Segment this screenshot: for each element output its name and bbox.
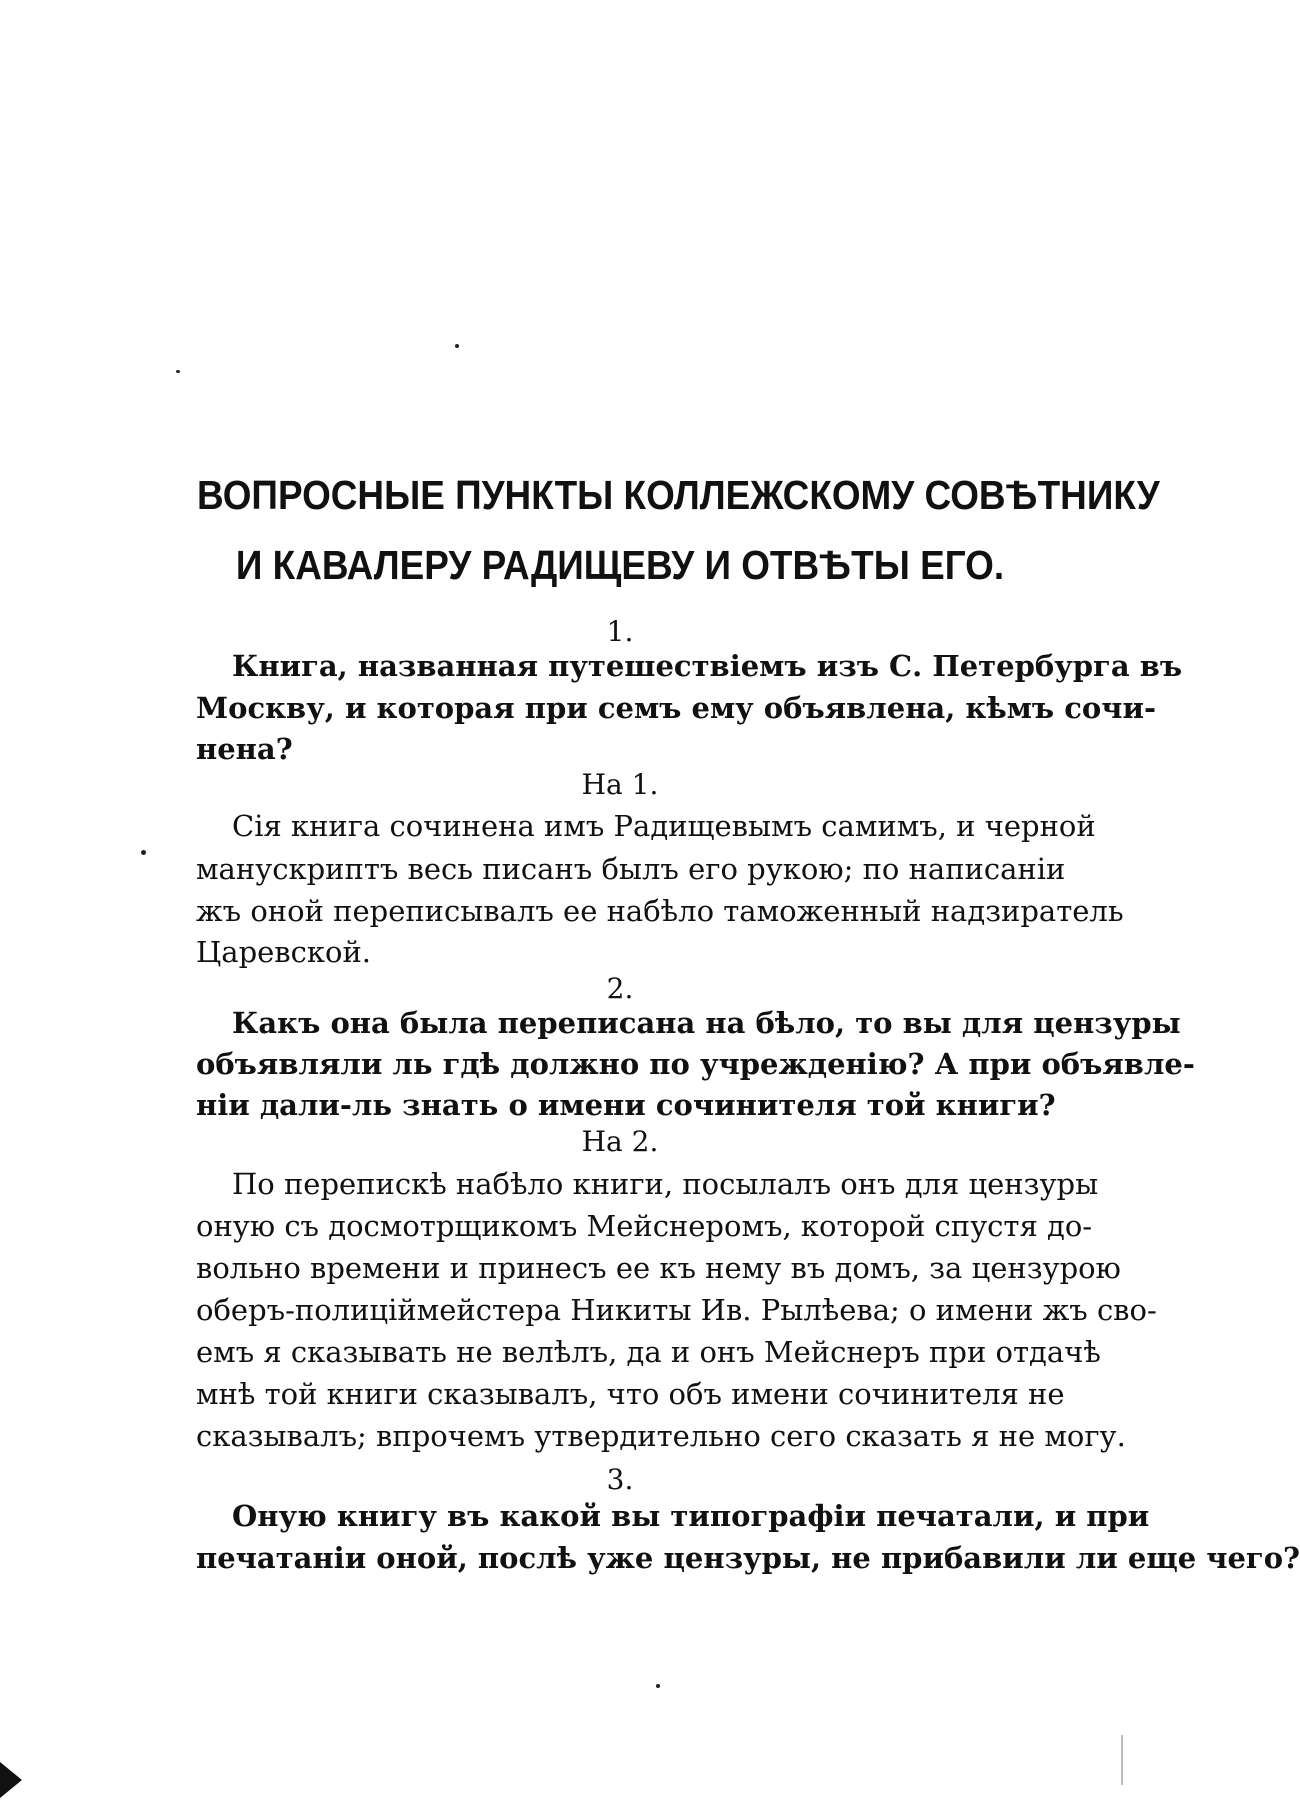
answer-line: емъ я сказывать не велѣлъ, да и онъ Мейснеръ при отдачѣ [196,1335,1101,1369]
answer-line: манускриптъ весь писанъ былъ его рукою; по написаніи [196,852,1066,886]
question-line: Какъ она была переписана на бѣло, то вы для цензуры [232,1006,1181,1040]
question-line: Книга, названная путешествіемъ изъ С. Петербурга въ [232,649,1183,683]
answer-line: Царевской. [196,935,372,969]
answer-line: оберъ-полицiймейстера Никиты Ив. Рылѣева; о имени жъ сво- [196,1293,1157,1327]
document-title-line-1: ВОПРОСНЫЕ ПУНКТЫ КОЛЛЕЖСКОМУ СОВѢТНИКУ [197,472,1160,518]
answer-label: На 2. [581,1125,659,1158]
question-line: ніи дали-ль знать о имени сочинителя той книги? [196,1088,1056,1122]
answer-line: вольно времени и принесъ ее къ нему въ домъ, за цензурою [196,1251,1121,1285]
scan-speck [455,344,459,348]
page-corner-mark [0,1762,22,1798]
section-number: 1. [606,615,634,648]
scan-speck [656,1684,660,1688]
question-line: объявляли ль гдѣ должно по учрежденію? А при объявле- [196,1047,1195,1081]
answer-line: оную съ досмотрщикомъ Мейснеромъ, которой спустя до- [196,1209,1093,1243]
question-line: Оную книгу въ какой вы типографіи печатали, и при [232,1499,1150,1533]
answer-line: жъ оной переписывалъ ее набѣло таможенный надзиратель [196,894,1124,928]
scan-speck [176,370,180,373]
scan-speck [141,850,146,855]
question-line: печатаніи оной, послѣ уже цензуры, не прибавили ли еще чего? [196,1541,1300,1575]
section-number: 2. [606,972,634,1005]
question-line: нена? [196,732,293,766]
answer-line: мнѣ той книги сказывалъ, что объ имени сочинителя не [196,1377,1065,1411]
answer-line: сказывалъ; впрочемъ утвердительно сего сказать я не могу. [196,1419,1126,1453]
answer-label: На 1. [581,768,659,801]
answer-line: Сія книга сочинена имъ Радищевымъ самимъ, и черной [232,809,1096,843]
question-line: Москву, и которая при семъ ему объявлена, кѣмъ сочи- [196,691,1157,725]
page-edge-line [1121,1735,1123,1785]
document-title-line-2: И КАВАЛЕРУ РАДИЩЕВУ И ОТВѢТЫ ЕГО. [235,542,1005,588]
section-number: 3. [606,1463,634,1496]
answer-line: По перепискѣ набѣло книги, посылалъ онъ для цензуры [232,1167,1099,1201]
